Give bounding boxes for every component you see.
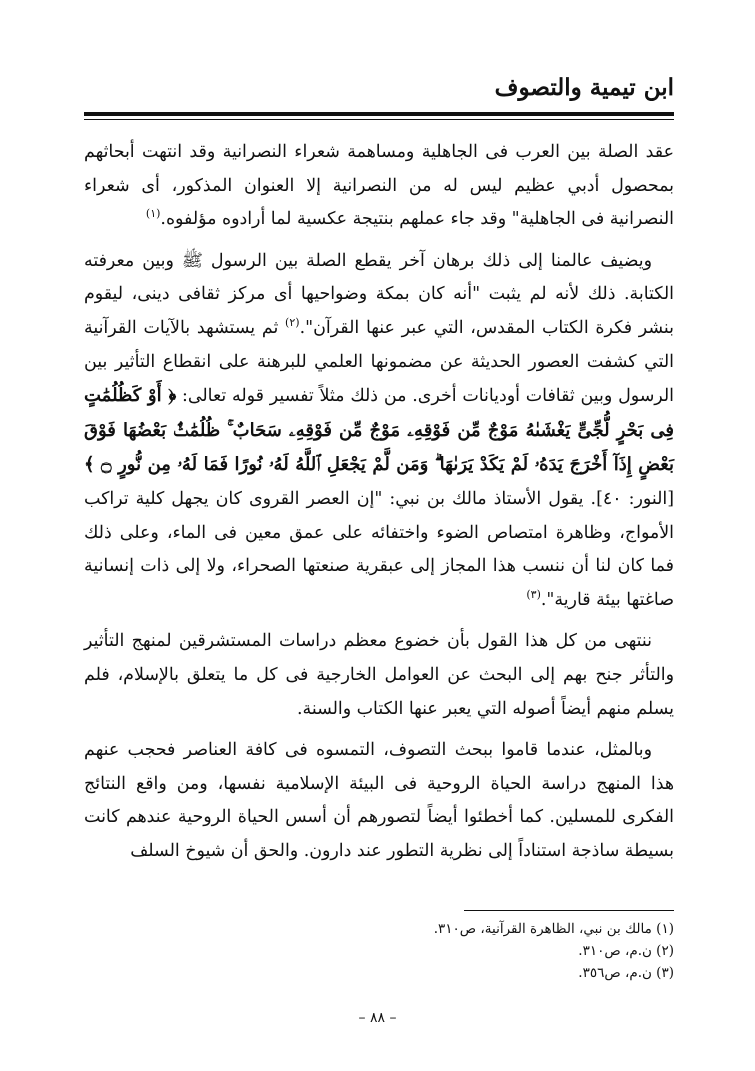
header-rule-thick <box>84 112 674 116</box>
footnote-ref-2: (٢) <box>285 316 300 330</box>
footnotes <box>300 918 674 984</box>
header-rule-thin <box>84 119 674 120</box>
paragraph-2 <box>84 245 674 618</box>
quran-verse: ﴿ أَوْ كَظُلُمَٰتٍ فِى بَحْرٍ لُّجِّىٍّ يَغْشَىٰهُ مَوْجٌ مِّن فَوْقِهِۦ مَوْجٌ مِّن فَوْقِهِۦ سَحَابٌ ۚ ظُلُمَٰتٌۢ بَعْضُهَا فَوْقَ بَعْضٍ إِذَآ أَخْرَجَ يَدَهُۥ لَمْ يَكَدْ يَرَىٰهَا ۗ وَمَن لَّمْ يَجْعَلِ ٱللَّهُ لَهُۥ نُورًا فَمَا لَهُۥ مِن نُّورٍ ۝ ﴾ <box>84 385 674 476</box>
footnote-ref-1: (١) <box>145 207 161 221</box>
paragraph-1-text: عقد الصلة بين العرب فى الجاهلية ومساهمة شعراء النصرانية وقد انتهت أبحاثهم بمحصول أدبي عظيم ليس له من النصرانية إلا العنوان المذكور، أى شعراء النصرانية فى الجاهلية" وقد جاء عملهم بنتيجة عكسية لما أرادوه مؤلفوه. <box>84 142 674 230</box>
paragraph-3-text: ننتهى من كل هذا القول بأن خضوع معظم دراسات المستشرقين لمنهج التأثير والتأثر جنح بهم إلى البحث عن العوامل الخارجية فى كل ما يتعلق بالإسلام، فلم يسلم منهم أيضاً أصوله التي يعبر عنها الكتاب والسنة. <box>84 631 674 719</box>
footnote-separator <box>464 910 674 911</box>
paragraph-2-text-c: [النور: ٤٠]. يقول الأستاذ مالك بن نبي: "إن العصر القروى كان يجهل كلية تراكب الأمواج، وظاهرة امتصاص الضوء واختفائه على عمق معين فى الماء، وعلى ذلك فما كان لنا أن ننسب هذا المجاز إلى عبقرية صنعتها الصحراء، ولا إلى ذات إنسانية صاغتها بيئة قارية". <box>84 488 674 610</box>
footnote-2: (٢) ن.م، ص٣١٠. <box>578 943 674 959</box>
page-number: – ٨٨ – <box>358 1010 397 1026</box>
footnote-3: (٣) ن.م، ص٣٥٦. <box>578 965 674 981</box>
body-text <box>84 136 674 868</box>
paragraph-4 <box>84 734 674 868</box>
running-header <box>84 70 674 110</box>
paragraph-2-text-a: ويضيف عالمنا إلى ذلك برهان آخر يقطع الصلة بين الرسول ﷺ وبين معرفته الكتابة. ذلك لأنه لم يثبت "أنه كان بمكة وضواحيها أى مركز ثقافى دينى، ليقوم بنشر فكرة الكتاب المقدس، التي عبر عنها القرآن". <box>84 250 674 338</box>
paragraph-3 <box>84 625 674 726</box>
paragraph-4-text: وبالمثل، عندما قاموا ببحث التصوف، التمسوه فى كافة العناصر فحجب عنهم هذا المنهج دراسة الحياة الروحية فى البيئة الإسلامية نفسها، ومن واقع النتائج الفكرى للمسلين. كما أخطئوا أيضاً لتصورهم أن أسس الحياة الروحية عندهم كانت بسيطة ساذجة استناداً إلى نظرية التطور عند دارون. والحق أن شيوخ السلف <box>84 740 674 861</box>
paragraph-1 <box>84 136 674 237</box>
paragraph-2-text-b: ثم يستشهد بالآيات القرآنية التي كشفت العصور الحديثة عن مضمونها العلمي للبرهنة على انقطاع التأثير بين الرسول وبين ثقافات أوديانات أخرى. من ذلك مثلاً تفسير قوله تعالى: <box>84 317 674 407</box>
footnote-ref-3: (٣) <box>526 587 541 601</box>
footnote-1: (١) مالك بن نبي، الظاهرة القرآنية، ص٣١٠. <box>433 921 674 937</box>
header-title: ابن تيمية والتصوف <box>494 74 674 101</box>
